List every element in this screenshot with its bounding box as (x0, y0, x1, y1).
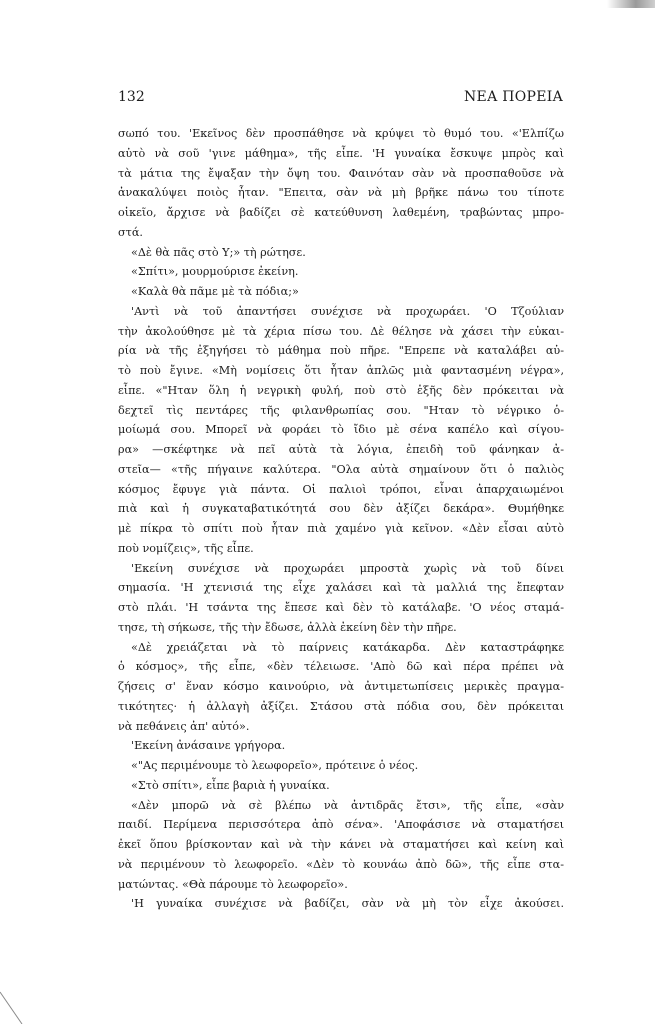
text-line: πιὰ καὶ ἡ συγκαταβατικότητά σου δὲν ἀξίζει δεκάρα». Θυμήθηκε (118, 502, 564, 516)
text-line: δεχτεῖ τὶς πεντάρες τῆς φιλανθρωπίας σου. "Ηταν τὸ νέγρικο ὁ- (118, 403, 564, 417)
text-line: «Καλὰ θὰ πᾶμε μὲ τὰ πόδια;» (131, 285, 299, 298)
text-line: τησε, τὴ σήκωσε, τῆς τὴν ἔδωσε, ἀλλὰ ἐκείνη δὲν τὴν πῆρε. (118, 620, 457, 634)
body-text (118, 124, 564, 914)
running-title: ΝΕΑ ΠΟΡΕΙΑ (464, 89, 563, 105)
text-line: «Δὲ χρειάζεται νὰ τὸ παίρνεις κατάκαρδα. Δὲν καταστράφηκε (131, 640, 564, 654)
text-line: στεῖα— «τῆς πήγαινε καλύτερα. "Ολα αὐτὰ σημαίνουν ὅτι ὁ παλιὸς (118, 462, 564, 476)
text-line: «Δὲ θὰ πᾶς στὸ Υ;» τὴ ρώτησε. (131, 245, 306, 259)
text-line: τὸ ποὺ ἔγινε. «Μὴ νομίσεις ὅτι ἦταν ἁπλῶς μιὰ φαντασμένη νέγρα», (118, 364, 564, 377)
text-line: ποὺ νομίζεις», τῆς εἶπε. (118, 541, 254, 555)
scan-edge-mark (0, 984, 24, 1024)
page-header (118, 89, 563, 109)
text-line: παιδί. Περίμενα περισσότερα ἀπὸ σένα». 'Αποφάσισε νὰ σταματήσει (118, 818, 564, 832)
text-line: σημασία. 'Η χτενισιά της εἶχε χαλάσει καὶ τὰ μαλλιά της ἔπεφταν (118, 581, 564, 595)
text-line: «Στὸ σπίτι», εἶπε βαριὰ ἡ γυναίκα. (131, 778, 330, 792)
text-line: εἶπε. «"Ηταν ὅλη ἡ νεγρικὴ φυλή, ποὺ στὸ ἑξῆς δὲν πρόκειται νὰ (118, 383, 564, 397)
text-line: ζήσεις σ' ἕναν κόσμο καινούριο, νὰ ἀντιμετωπίσεις μερικὲς πραγμα- (118, 680, 564, 693)
text-line: 'Η γυναίκα συνέχισε νὰ βαδίζει, σὰν νὰ μὴ τὸν εἶχε ἀκούσει. (131, 897, 564, 911)
text-line: ματώντας. «Θὰ πάρουμε τὸ λεωφορεῖο». (118, 877, 348, 891)
text-line: νὰ πεθάνεις ἀπ' αὐτό». (118, 719, 250, 733)
text-line: «"Ας περιμένουμε τὸ λεωφορεῖο», πρότεινε ὁ νέος. (131, 759, 419, 772)
text-line: 'Αντὶ νὰ τοῦ ἀπαντήσει συνέχισε νὰ προχωράει. 'Ο Τζούλιαν (131, 304, 564, 318)
text-line: «Σπίτι», μουρμούρισε ἐκείνη. (131, 265, 299, 279)
text-line: ὁ κόσμος», τῆς εἶπε, «δὲν τέλειωσε. 'Απὸ δῶ καὶ πέρα πρέπει νὰ (118, 660, 564, 674)
text-line: στὸ πλάι. 'Η τσάντα της ἔπεσε καὶ δὲν τὸ κατάλαβε. 'Ο νέος σταμά- (118, 601, 564, 614)
text-line: τὰ μάτια της ἔψαξαν τὴν ὄψη του. Φαινόταν σὰν νὰ προσπαθοῦσε νὰ (118, 166, 564, 180)
text-line: ἀνακαλύψει ποιὸς ἦταν. "Επειτα, σὰν νὰ μὴ βρῆκε πάνω του τίποτε (118, 186, 564, 200)
text-line: νὰ περιμένουν τὸ λεωφορεῖο. «Δὲν τὸ κουνάω ἀπὸ δῶ», τῆς εἶπε στα- (118, 857, 564, 871)
text-line: μοίωμά σου. Μπορεῖ νὰ φοράει τὸ ἴδιο μὲ σένα καπέλο καὶ σίγου- (118, 423, 564, 437)
text-line: τὴν ἀκολούθησε μὲ τὰ χέρια πίσω του. Δὲ θέλησε νὰ χάσει τὴν εὐκαι- (118, 324, 564, 338)
text-line: ρία νὰ τῆς ἐξηγήσει τὸ μάθημα ποὺ πῆρε. "Επρεπε νὰ καταλάβει αὐ- (118, 344, 564, 358)
page-number: 132 (118, 89, 145, 105)
text-line: 'Εκείνη συνέχισε νὰ προχωράει μπροστὰ χωρὶς νὰ τοῦ δίνει (131, 561, 564, 575)
text-line: τικότητες· ἡ ἀλλαγὴ ἀξίζει. Στάσου στὰ πόδια σου, δὲν πρόκειται (118, 699, 564, 713)
text-line: ρα» —σκέφτηκε νὰ πεῖ αὐτὰ τὰ λόγια, ἐπειδὴ τοῦ φάνηκαν ἀ- (118, 443, 564, 456)
text-line: σωπό του. 'Εκεῖνος δὲν προσπάθησε νὰ κρύψει τὸ θυμό του. «'Ελπίζω (118, 127, 564, 140)
scan-corner-mark (607, 0, 655, 8)
text-line: στά. (118, 225, 143, 239)
text-line: μὲ πίκρα τὸ σπίτι ποὺ ἦταν πιὰ χαμένο γιὰ κεῖνον. «Δὲν εἶσαι αὐτὸ (118, 522, 564, 535)
text-line: «Δὲν μπορῶ νὰ σὲ βλέπω νὰ ἀντιδρᾶς ἔτσι», τῆς εἶπε, «σὰν (131, 798, 564, 812)
text-line: ἐκεῖ ὅπου βρίσκονταν καὶ νὰ τὴν κάνει νὰ σταματήσει καὶ κείνη καὶ (118, 838, 564, 851)
text-line: αὐτὸ νὰ σοῦ 'γινε μάθημα», τῆς εἶπε. 'Η γυναίκα ἔσκυψε μπρὸς καὶ (118, 146, 564, 160)
text-line: 'Εκείνη ἀνάσαινε γρήγορα. (131, 739, 286, 753)
text-line: κόσμος ἔφυγε γιὰ πάντα. Οἱ παλιοὶ τρόποι, εἶναι ἀπαρχαιωμένοι (118, 482, 564, 496)
text-line: οἰκεῖο, ἄρχισε νὰ βαδίζει σὲ κατεύθυνση λαθεμένη, τραβώντας μπρο- (118, 206, 564, 219)
